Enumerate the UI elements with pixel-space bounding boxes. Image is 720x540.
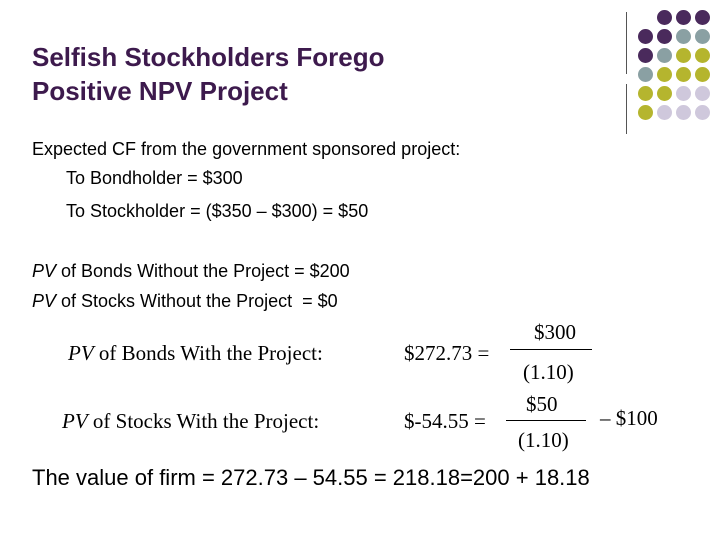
- corner-divider-bottom: [626, 84, 627, 134]
- decorative-dot: [657, 48, 672, 63]
- pv-stocks-numerator: $50: [526, 392, 558, 416]
- pv-bonds-with-value: $272.73 =: [404, 341, 490, 365]
- pv-bonds-without-italic: PV: [32, 261, 57, 281]
- decorative-dot: [638, 29, 653, 44]
- slide-title-line-1: Selfish Stockholders Forego: [32, 42, 385, 72]
- decorative-dot: [657, 105, 672, 120]
- decorative-dot: [657, 10, 672, 25]
- pv-stocks-with-label: [62, 409, 319, 434]
- pv-stocks-without: [32, 291, 338, 312]
- pv-stocks-without-text: of Stocks Without the Project = $0: [56, 291, 338, 311]
- decorative-dot: [695, 10, 710, 25]
- bondholder-cf: To Bondholder = $300: [66, 168, 243, 188]
- decorative-dot: [676, 67, 691, 82]
- decorative-dot: [676, 105, 691, 120]
- pv-bonds-fraction-bar: [510, 349, 592, 350]
- decorative-dot: [657, 29, 672, 44]
- pv-bonds-denominator: (1.10): [523, 360, 574, 384]
- corner-divider-top: [626, 12, 627, 74]
- decorative-dot: [695, 105, 710, 120]
- decorative-dot: [695, 29, 710, 44]
- decorative-dot: [695, 48, 710, 63]
- pv-stocks-denominator: (1.10): [518, 428, 569, 452]
- pv-stocks-with-italic: PV: [62, 409, 88, 433]
- decorative-dot: [638, 48, 653, 63]
- decorative-dot: [676, 29, 691, 44]
- decorative-dot: [657, 86, 672, 101]
- firm-value-statement: The value of firm = 272.73 – 54.55 = 218.18=200 + 18.18: [32, 465, 590, 490]
- pv-bonds-numerator: $300: [534, 320, 576, 344]
- decorative-dot: [657, 67, 672, 82]
- pv-bonds-with-label: [68, 341, 323, 366]
- decorative-dot: [695, 67, 710, 82]
- pv-bonds-without-text: of Bonds Without the Project = $200: [56, 261, 350, 281]
- decorative-dot: [676, 48, 691, 63]
- slide-title-line-2: Positive NPV Project: [32, 76, 288, 106]
- pv-stocks-with-value: $-54.55 =: [404, 409, 486, 433]
- expected-cf-heading: Expected CF from the government sponsored project:: [32, 139, 461, 159]
- decorative-dot: [638, 86, 653, 101]
- pv-stocks-with-text: of Stocks With the Project:: [87, 409, 320, 433]
- decorative-dot: [638, 105, 653, 120]
- pv-stocks-subtract: – $100: [600, 406, 658, 430]
- decorative-dot: [695, 86, 710, 101]
- pv-bonds-with-italic: PV: [68, 341, 94, 365]
- decorative-dot: [638, 67, 653, 82]
- pv-stocks-without-italic: PV: [32, 291, 57, 311]
- pv-bonds-with-text: of Bonds With the Project:: [93, 341, 323, 365]
- pv-bonds-without: [32, 261, 350, 282]
- pv-stocks-fraction-bar: [506, 420, 586, 421]
- decorative-dot: [676, 86, 691, 101]
- decorative-dot: [676, 10, 691, 25]
- stockholder-cf: To Stockholder = ($350 – $300) = $50: [66, 201, 369, 221]
- slide-title: [32, 40, 385, 108]
